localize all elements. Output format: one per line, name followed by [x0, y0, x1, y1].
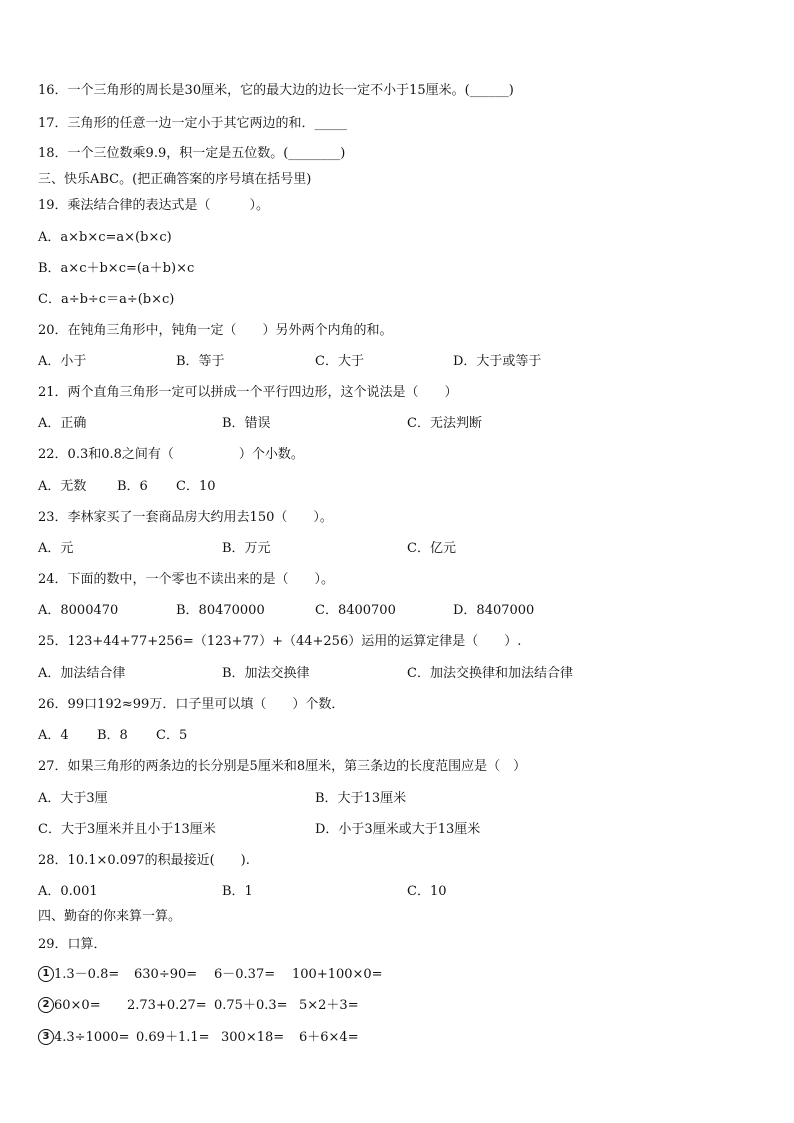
q27-option-c: C．大于3厘米并且小于13厘米	[38, 822, 216, 837]
q21-option-c: C．无法判断	[407, 416, 482, 431]
calc-item: 2.73+0.27=	[127, 998, 207, 1013]
calc-item: 60×0=	[54, 998, 101, 1013]
q21-option-b: B．错误	[222, 416, 271, 431]
q27-option-d: D．小于3厘米或大于13厘米	[315, 822, 481, 837]
section-3-heading: 三、快乐ABC。(把正确答案的序号填在括号里)	[38, 172, 312, 187]
calc-item: 1.3－0.8=	[54, 967, 120, 982]
q16: 16．一个三角形的周长是30厘米，它的最大边的边长一定不小于15厘米。(______)	[38, 83, 514, 98]
q17: 17．三角形的任意一边一定小于其它两边的和．_____	[38, 116, 348, 131]
q20-option-d: D．大于或等于	[453, 354, 542, 369]
q24-option-d: D．8407000	[453, 603, 535, 618]
q26-option-c: C．5	[156, 728, 188, 743]
circled-number-3: 3	[38, 1029, 54, 1045]
q29: 29．口算．	[38, 937, 107, 952]
q21: 21．两个直角三角形一定可以拼成一个平行四边形，这个说法是（ ）	[38, 385, 458, 400]
calc-item: 4.3÷1000=	[54, 1030, 130, 1045]
q25-option-a: A．加法结合律	[38, 666, 126, 681]
q28-option-c: C．10	[407, 884, 447, 899]
q24-option-c: C．8400700	[315, 603, 396, 618]
q24-option-a: A．8000470	[38, 603, 119, 618]
q21-option-a: A．正确	[38, 416, 87, 431]
calc-item: 0.69＋1.1=	[136, 1030, 210, 1045]
calc-item: 0.75＋0.3=	[214, 998, 288, 1013]
q24: 24．下面的数中，一个零也不读出来的是（ ）。	[38, 572, 335, 587]
q23-option-a: A．元	[38, 541, 74, 556]
q19-option-c: C．a÷b÷c＝a÷(b×c)	[38, 292, 175, 307]
q19: 19．乘法结合律的表达式是（ ）。	[38, 198, 270, 213]
q25: 25．123+44+77+256=（123+77）+（44+256）运用的运算定律是（ ）.	[38, 634, 522, 649]
q22-option-b: B．6	[117, 479, 148, 494]
q22-option-c: C．10	[176, 479, 216, 494]
circled-number-2: 2	[38, 997, 54, 1013]
q22-option-a: A．无数	[38, 479, 87, 494]
q23: 23．李林家买了一套商品房大约用去150（ ）。	[38, 510, 333, 525]
q28: 28．10.1×0.097的积最接近( ).	[38, 853, 250, 868]
q19-option-b: B．a×c＋b×c=(a＋b)×c	[38, 261, 195, 276]
q26-option-a: A．4	[38, 728, 69, 743]
q20-option-a: A．小于	[38, 354, 87, 369]
q28-option-a: A．0.001	[38, 884, 98, 899]
circled-number-1: 1	[38, 966, 54, 982]
q20: 20．在钝角三角形中，钝角一定（ ）另外两个内角的和。	[38, 323, 393, 338]
q18: 18．一个三位数乘9.9，积一定是五位数。(________)	[38, 146, 346, 161]
calc-item: 630÷90=	[134, 967, 198, 982]
q22: 22．0.3和0.8之间有（ ）个小数。	[38, 447, 304, 462]
q26: 26．99口192≈99万．口子里可以填（ ）个数．	[38, 697, 345, 712]
section-4-heading: 四、勤奋的你来算一算。	[38, 909, 182, 924]
q23-option-c: C．亿元	[407, 541, 456, 556]
q27: 27．如果三角形的两条边的长分别是5厘米和8厘米，第三条边的长度范围应是（ ）	[38, 759, 527, 774]
q20-option-b: B．等于	[176, 354, 225, 369]
q26-option-b: B．8	[97, 728, 128, 743]
calc-item: 100+100×0=	[292, 967, 383, 982]
q23-option-b: B．万元	[222, 541, 271, 556]
q24-option-b: B．80470000	[176, 603, 265, 618]
q19-option-a: A．a×b×c=a×(b×c)	[38, 230, 172, 245]
q28-option-b: B．1	[222, 884, 253, 899]
q20-option-c: C．大于	[315, 354, 364, 369]
calc-item: 5×2＋3=	[299, 998, 359, 1013]
q25-option-b: B．加法交换律	[222, 666, 310, 681]
calc-item: 6＋6×4=	[299, 1030, 359, 1045]
calc-item: 300×18=	[221, 1030, 285, 1045]
q27-option-b: B．大于13厘米	[315, 791, 407, 806]
q27-option-a: A．大于3厘	[38, 791, 108, 806]
q25-option-c: C．加法交换律和加法结合律	[407, 666, 573, 681]
calc-item: 6－0.37=	[214, 967, 276, 982]
